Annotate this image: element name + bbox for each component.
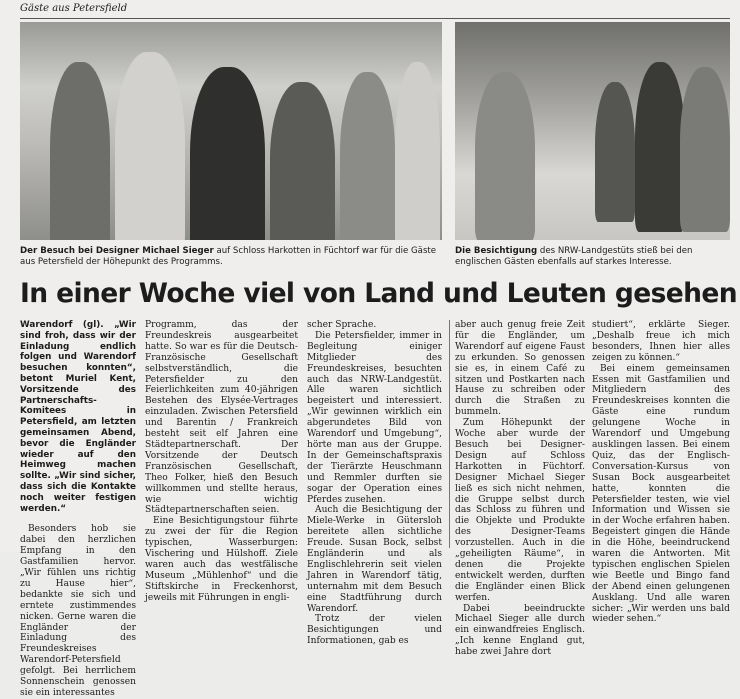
photo-figure [595,82,635,222]
photo-figure [340,72,395,240]
article-column-5 [592,320,730,625]
section-kicker: Gäste aus Petersfield [20,3,128,14]
photo-caption-left [20,246,442,268]
article-paragraph: studiert“, erklärte Sieger. „Deshalb freue ich mich besonders, Ihnen hier alles zeigen zu können.“ [592,320,730,363]
photo-caption-right [455,246,730,268]
photo-figure [395,62,440,240]
article-lead: Warendorf (gl). „Wir sind froh, dass wir der Einladung endlich folgen und Warendorf besuchen konnten“, betont Muriel Kent, Vorsitzende des Partnerschafts-Komitees in Petersfield, am letzten gemeinsamen Abend, bevor die Engländer wieder auf den Heimweg machen sollte. „Wir sind sicher, dass sich die Kontakte noch weiter festigen werden.“ [20,320,136,514]
caption-lead: Der Besuch bei Designer Michael Sieger [20,246,214,256]
article-column-1 [20,320,136,699]
group-photo [20,22,442,240]
article-paragraph: Auch die Besichtigung der Miele-Werke in Gütersloh bereitete allen sichtliche Freude. Susan Bock, selbst Engländerin und als Englischlehrerin seit vielen Jahren in Warendorf tätig, unternahm mit dem Besuch eine Stadtführung durch Warendorf. [307,505,442,614]
photo-figure [680,67,730,232]
caption-text: auf Schloss Harkotten in Füchtorf war für die Gäste aus Petersfield der Höhepunkt des Programms. [20,246,437,267]
article-paragraph: aber auch genug freie Zeit für die Engländer, um Warendorf auf eigene Faust zu erkunden. So genossen sie es, in einem Café zu sitzen und Postkarten nach Hause zu schreiben oder durch die Straßen zu bummeln. [455,320,585,418]
article-paragraph: Programm, das der Freundeskreis ausgearbeitet hatte. So war es für die Deutsch-Französische Gesellschaft selbstverständlich, die Petersfielder zu den Feierlichkeiten zum 40-jährigen Bestehen des Elysée-Vertrages einzuladen. Zwischen Petersfield und Barentin / Frankreich besteht seit elf Jahren eine Städtepartnerschaft. Der Vorsitzende der Deutsch Französischen Gesellschaft, Theo Folker, hieß den Besuch willkommen und stellte heraus, wie wichtig Städtepartnerschaften seien. [145,320,298,516]
photo-figure [635,62,685,232]
article-paragraph: Bei einem gemeinsamen Essen mit Gastfamilien und Mitgliedern des Freundeskreises konnten die Gäste eine rundum gelungene Woche in Warendorf und Umgebung ausklingen lassen. Bei einem Quiz, das der Englisch-Conversation-Kursus von Susan Bock ausgearbeitet hatte, konnten die Petersfielder testen, wie viel Information und Wissen sie in der Woche erfahren haben. Begeistert gingen die Hände in die Höhe, beeindruckend waren die Antworten. Mit typischen englischen Spielen wie Beetle und Bingo fand der Abend einen gelungenen Ausklang. Und alle waren sicher: „Wir werden uns bald wieder sehen.“ [592,363,730,625]
caption-text: des NRW-Landgestüts stieß bei den englischen Gästen ebenfalls auf starkes Interesse. [455,246,693,267]
photo-figure [475,72,535,240]
photo-figure [270,82,335,240]
article-paragraph: Dabei beeindruckte Michael Sieger alle durch ein einwandfreies Englisch. „Ich kenne England gut, habe zwei Jahre dort [455,603,585,658]
article-paragraph: scher Sprache. [307,320,377,330]
photo-figure [50,62,110,240]
article-paragraph: Die Petersfielder, immer in Begleitung einiger Mitglieder des Freundeskreises, besuchten auch das NRW-Landgestüt. Alle waren sichtlich begeistert und interessiert. „Wir gewinnen wirklich ein abgerundetes Bild von Warendorf und Umgebung“, hörte man aus der Gruppe. In der Gemeinschaftspraxis der Tierärzte Heuschmann und Remmler durften sie sogar der Operation eines Pferdes zusehen. [307,330,442,505]
article-paragraph: Zum Höhepunkt der Woche aber wurde der Besuch bei Designer-Design auf Schloss Harkotten in Füchtorf. Designer Michael Sieger ließ es sich nicht nehmen, die Gruppe selbst durch das Schloss zu führen und die Objekte und Produkte des Designer-Teams vorzustellen. Auch in die „geheiligten Räume“, in denen die Projekte entwickelt werden, durften die Engländer einen Blick werfen. [455,418,585,603]
article-paragraph: Trotz der vielen Besichtigungen und Informationen, gab es [307,614,442,647]
article-column-3 [307,320,442,647]
headline: In einer Woche viel von Land und Leuten gesehen [20,278,738,309]
header-rule [20,18,730,19]
photo-figure [115,52,185,240]
photo-figure [190,67,265,240]
caption-lead: Die Besichtigung [455,246,538,256]
article-column-2 [145,320,298,604]
article-paragraph: Eine Besichtigungstour führte zu zwei der für die Region typischen, Wasserburgen: Vischering und Hülshoff. Ziele waren auch das westfälische Museum „Mühlenhof“ und die Stiftskirche in Freckenhorst, jeweils mit Führungen in engli- [145,516,298,603]
column-divider [449,320,450,548]
article-column-4 [455,320,585,658]
article-paragraph: Besonders hob sie dabei den herzlichen Empfang in den Gastfamilien hervor. „Wir fühlen uns richtig zu Hause hier“, bedankte sie sich und erntete zustimmendes nicken. Gerne waren die Engländer der Einladung des Freundeskreises Warendorf-Petersfield gefolgt. Bei herrlichem Sonnenschein genossen sie ein interessantes [20,524,136,698]
stud-visit-photo [455,22,730,240]
